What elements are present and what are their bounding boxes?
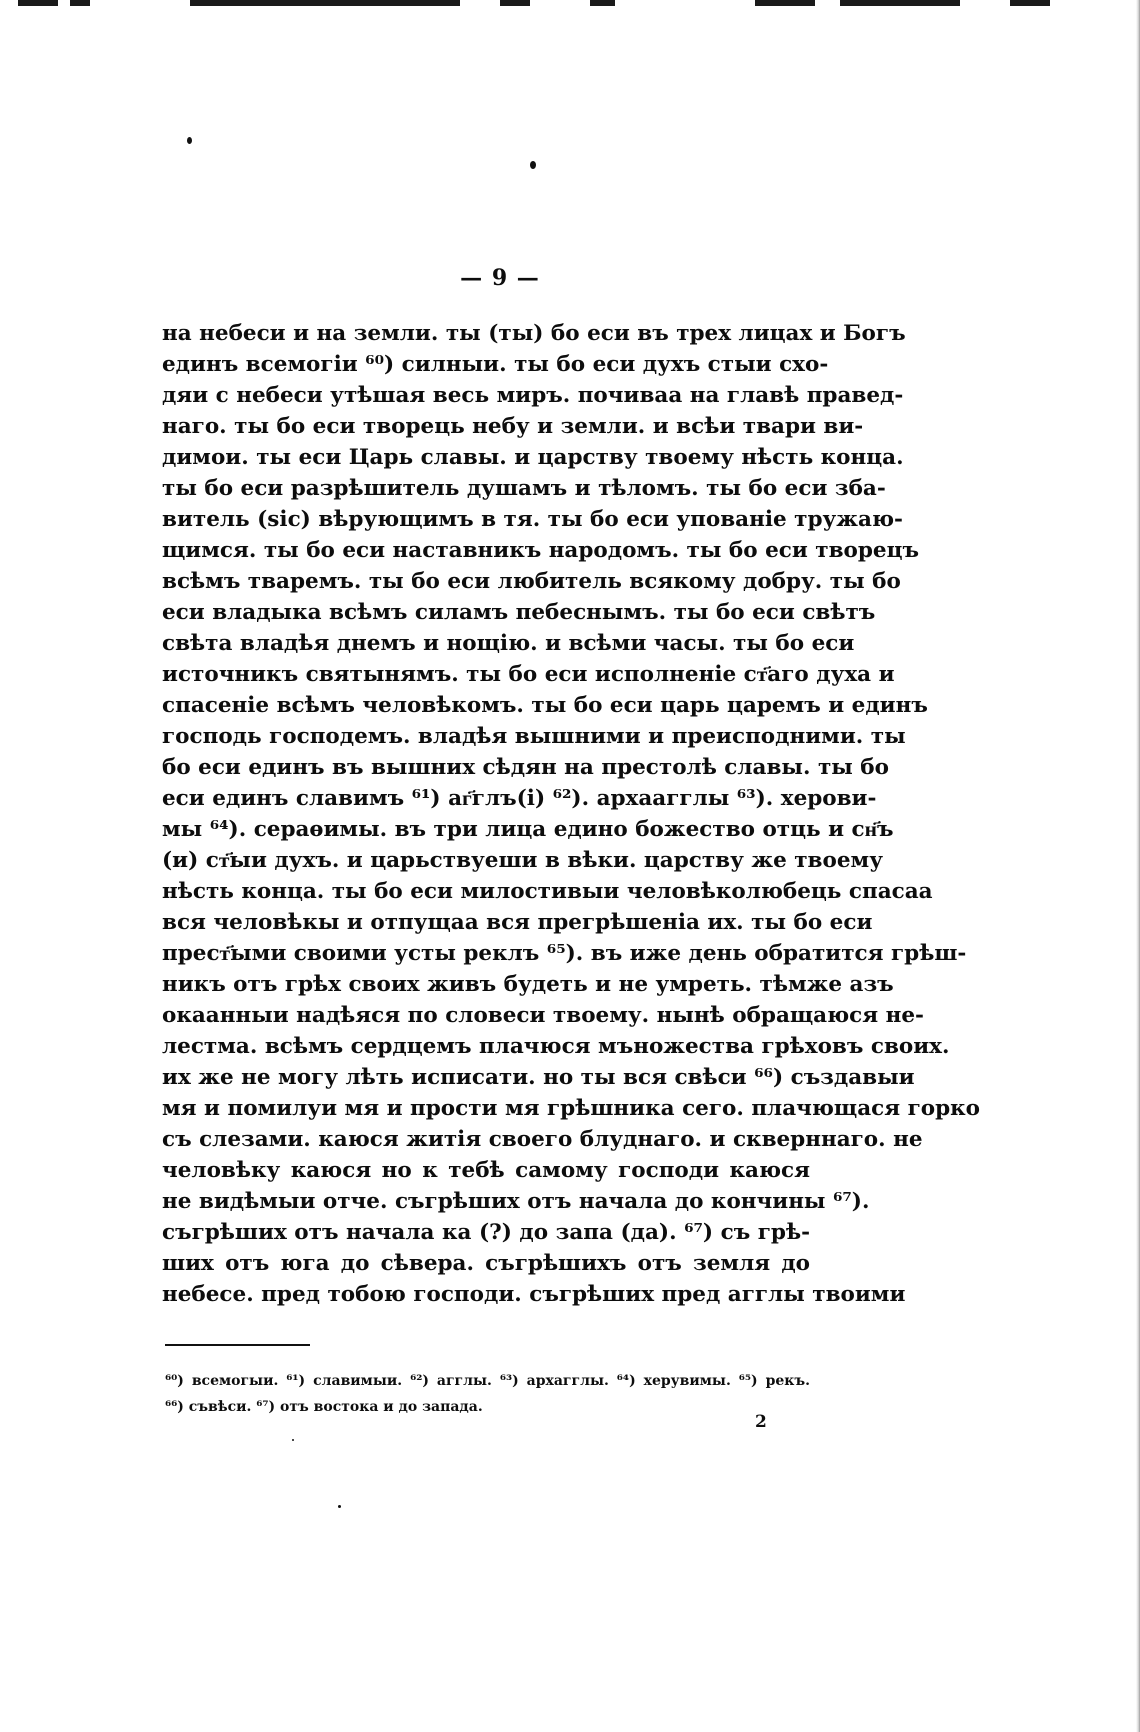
scan-right-border [1136, 0, 1140, 1732]
text-line: на небеси и на земли. ты (ты) бо еси въ трех лицах и Богъ [162, 321, 906, 346]
text-line: ших отъ юга до сѣвера. съгрѣшихъ отъ земля до [162, 1251, 810, 1276]
printer-signature-mark: 2 [755, 1412, 767, 1432]
text-line: всѣмъ тваремъ. ты бо еси любитель всякому добру. ты бо [162, 569, 901, 594]
text-line: никъ отъ грѣх своих живъ будеть и не умреть. тѣмже азъ [162, 972, 894, 997]
text-line: спасеніе всѣмъ человѣкомъ. ты бо еси царь царемъ и единъ [162, 693, 928, 718]
footnotes [165, 1368, 810, 1420]
text-line: щимся. ты бо еси наставникъ народомъ. ты бо еси творецъ [162, 538, 919, 563]
scan-speck [338, 1505, 341, 1508]
text-line: ты бо еси разрѣшитель душамъ и тѣломъ. ты бо еси зба- [162, 476, 886, 501]
footnote-line: ⁶⁰) всемогыи. ⁶¹) славимыи. ⁶²) агглы. ⁶³) архагглы. ⁶⁴) херувимы. ⁶⁵) рекъ. [165, 1373, 810, 1389]
text-line: господь господемъ. владѣя вышними и преисподними. ты [162, 724, 906, 749]
scan-top-border [0, 0, 1140, 10]
text-line: дяи с небеси утѣшая весь миръ. почиваа на главѣ правед- [162, 383, 904, 408]
text-line: небесе. пред тобою господи. съгрѣших пред агглы твоими [162, 1282, 906, 1307]
text-line: наго. ты бо еси творець небу и земли. и всѣи твари ви- [162, 414, 864, 439]
text-line: не видѣмыи отче. съгрѣших отъ начала до кончины ⁶⁷). [162, 1189, 870, 1214]
text-line: мы ⁶⁴). сераѳимы. въ три лица едино божество отць и сн҃ъ [162, 817, 894, 842]
text-line: свѣта владѣя днемъ и нощію. и всѣми часы. ты бо еси [162, 631, 855, 656]
text-line: окаанныи надѣяся по словеси твоему. нынѣ обращаюся не- [162, 1003, 924, 1028]
footnote-line: ⁶⁶) съвѣси. ⁶⁷) отъ востока и до запада. [165, 1399, 483, 1415]
text-line: бо еси единъ въ вышних сѣдян на престолѣ славы. ты бо [162, 755, 889, 780]
text-line: лестма. всѣмъ сердцемъ плачюся мъножества грѣховъ своих. [162, 1034, 950, 1059]
text-line: нѣсть конца. ты бо еси милостивыи человѣколюбець спасаа [162, 879, 933, 904]
text-line: витель (sic) вѣрующимъ в тя. ты бо еси упованіе тружаю- [162, 507, 903, 532]
text-line: прест҃ыми своими усты реклъ ⁶⁵). въ иже день обратится грѣш- [162, 941, 967, 966]
text-line: мя и помилуи мя и прости мя грѣшника сего. плачющася горко [162, 1096, 980, 1121]
scan-speck [187, 137, 192, 144]
text-line: еси единъ славимъ ⁶¹) аг҃глъ(і) ⁶²). архаагглы ⁶³). херови- [162, 786, 877, 811]
footnote-divider [165, 1344, 310, 1346]
text-line: единъ всемогіи ⁶⁰) силныи. ты бо еси духъ стыи схо- [162, 352, 829, 377]
text-line: еси владыка всѣмъ силамъ пебеснымъ. ты бо еси свѣтъ [162, 600, 876, 625]
text-line: источникъ святынямъ. ты бо еси исполненіе ст҃аго духа и [162, 662, 895, 687]
text-line: их же не могу лѣть исписати. но ты вся свѣси ⁶⁶) създавыи [162, 1065, 915, 1090]
body-text [162, 318, 980, 1310]
text-line: съ слезами. каюся житія своего блуднаго. и скверннаго. не [162, 1127, 923, 1152]
text-line: (и) ст҃ыи духъ. и царьствуеши в вѣки. царству же твоему [162, 848, 883, 873]
text-line: димои. ты еси Царь славы. и царству твоему нѣсть конца. [162, 445, 904, 470]
scan-speck [530, 161, 536, 169]
text-line: съгрѣших отъ начала ка (?) до запа (да). ⁶⁷) съ грѣ- [162, 1220, 810, 1245]
page-number: — 9 — [460, 265, 540, 291]
scan-speck [292, 1439, 294, 1441]
text-line: вся человѣкы и отпущаа вся прегрѣшеніа их. ты бо еси [162, 910, 873, 935]
text-line: человѣку каюся но к тебѣ самому господи каюся [162, 1158, 810, 1183]
